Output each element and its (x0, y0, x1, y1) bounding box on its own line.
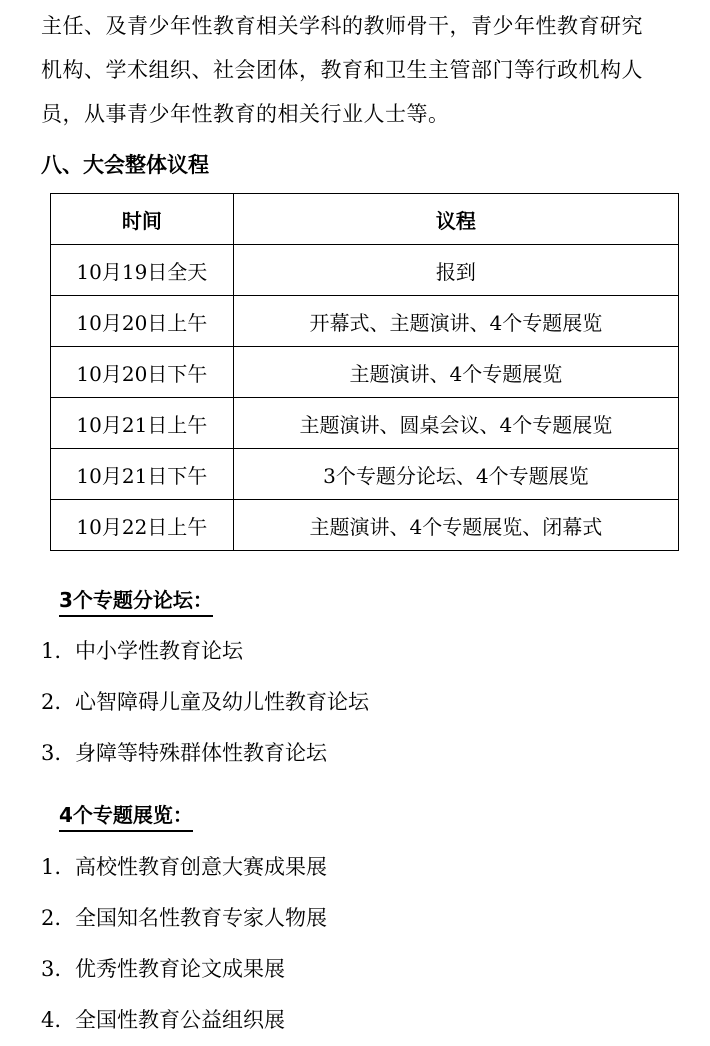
table-row (51, 398, 679, 449)
exhibitions-list (41, 842, 327, 1046)
list-text: 优秀性教育论文成果展 (75, 957, 285, 981)
list-item (41, 842, 327, 893)
agenda-cell: 主题演讲、圆桌会议、4个专题展览 (233, 398, 678, 449)
table-row (51, 245, 679, 296)
list-number: 1. (41, 855, 62, 879)
list-item (41, 995, 327, 1046)
agenda-header-row (51, 194, 679, 245)
list-number: 2. (41, 906, 62, 930)
time-cell: 10月20日上午 (51, 296, 234, 347)
intro-line: 机构、学术组织、社会团体，教育和卫生主管部门等行政机构人 (41, 58, 643, 82)
exhibitions-title: 4个专题展览： (59, 801, 193, 832)
list-text: 全国知名性教育专家人物展 (75, 906, 327, 930)
list-text: 全国性教育公益组织展 (75, 1008, 285, 1032)
time-cell: 10月21日上午 (51, 398, 234, 449)
table-row (51, 500, 679, 551)
time-cell: 10月19日全天 (51, 245, 234, 296)
intro-paragraph (41, 4, 701, 136)
time-column-header: 时间 (51, 194, 234, 245)
list-text: 心智障碍儿童及幼儿性教育论坛 (75, 690, 369, 714)
list-item (41, 944, 327, 995)
list-number: 3. (41, 741, 62, 765)
intro-line: 主任、及青少年性教育相关学科的教师骨干，青少年性教育研究 (41, 14, 643, 38)
list-item (41, 677, 369, 728)
agenda-column-header: 议程 (233, 194, 678, 245)
time-cell: 10月20日下午 (51, 347, 234, 398)
intro-line: 员，从事青少年性教育的相关行业人士等。 (41, 102, 450, 126)
list-number: 2. (41, 690, 62, 714)
list-number: 1. (41, 639, 62, 663)
list-text: 身障等特殊群体性教育论坛 (75, 741, 327, 765)
list-number: 4. (41, 1008, 62, 1032)
table-row (51, 347, 679, 398)
agenda-cell: 报到 (233, 245, 678, 296)
agenda-cell: 主题演讲、4个专题展览、闭幕式 (233, 500, 678, 551)
time-cell: 10月21日下午 (51, 449, 234, 500)
list-item (41, 728, 369, 779)
list-text: 高校性教育创意大赛成果展 (75, 855, 327, 879)
agenda-cell: 3个专题分论坛、4个专题展览 (233, 449, 678, 500)
agenda-table (50, 193, 679, 551)
time-cell: 10月22日上午 (51, 500, 234, 551)
list-item (41, 893, 327, 944)
list-item (41, 626, 369, 677)
table-row (51, 296, 679, 347)
list-number: 3. (41, 957, 62, 981)
agenda-cell: 开幕式、主题演讲、4个专题展览 (233, 296, 678, 347)
table-row (51, 449, 679, 500)
section-heading: 八、大会整体议程 (41, 153, 209, 177)
forums-title: 3个专题分论坛： (59, 586, 213, 617)
forums-list (41, 626, 369, 779)
list-text: 中小学性教育论坛 (75, 639, 243, 663)
agenda-cell: 主题演讲、4个专题展览 (233, 347, 678, 398)
